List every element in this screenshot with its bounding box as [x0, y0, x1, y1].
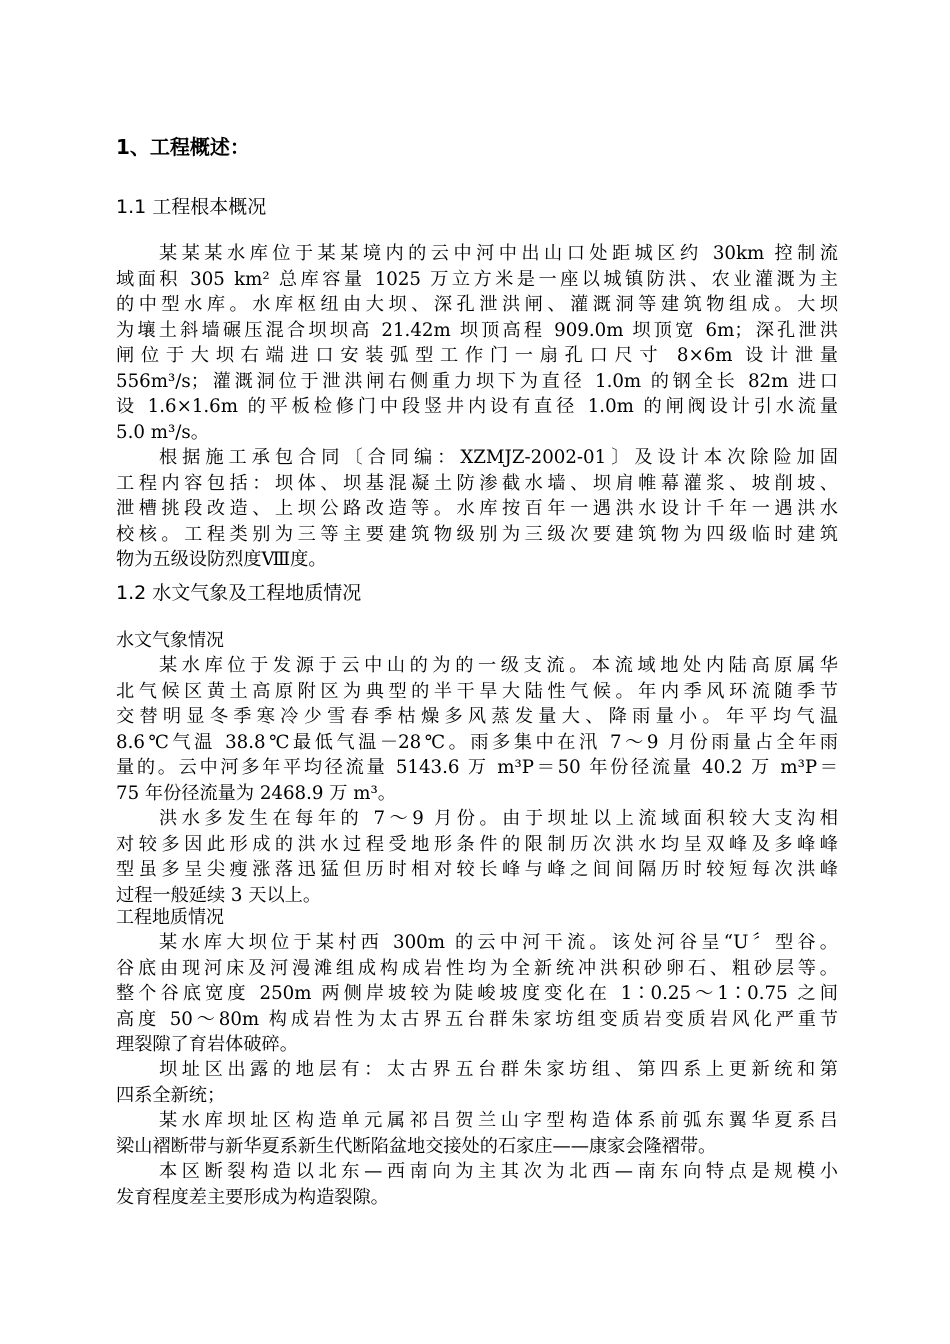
- text-line: 洪水多发生在每年的 7～9 月份。由于坝址以上流域面积较大支沟相: [159, 808, 838, 829]
- text-line: 北气候区黄土高原附区为典型的半干旱大陆性气候。年内季风环流随季节: [116, 680, 838, 702]
- text-line: 交替明显冬季寒冷少雪春季枯燥多风蒸发量大、降雨量小。年平均气温: [116, 706, 838, 727]
- subsection-heading-1-2: 1.2 水文气象及工程地质情况: [116, 582, 362, 604]
- text-line: 理裂隙了育岩体破碎。: [116, 1034, 298, 1055]
- hydrology-heading: 水文气象情况: [116, 630, 224, 651]
- paragraph-geology-valley: [116, 930, 838, 1058]
- paragraph-hydrology-climate: [116, 653, 838, 806]
- text-line: 556m³/s；灌溉洞位于泄洪闸右侧重力坝下为直径 1.0m 的钢全长 82m 进口: [116, 370, 838, 392]
- text-line: 高度 50～80m 构成岩性为太古界五台群朱家坊组变质岩变质岩风化严重节: [116, 1008, 838, 1030]
- text-line: 整个谷底宽度 250m 两侧岸坡较为陡峻坡度变化在 1∶0.25～1∶0.75 之间: [116, 983, 838, 1004]
- text-line: 设 1.6×1.6m 的平板检修门中段竖井内设有直径 1.0m 的闸阀设计引水流量: [116, 396, 838, 417]
- text-line: 坝址区出露的地层有：太古界五台群朱家坊组、第四系上更新统和第: [159, 1059, 838, 1080]
- paragraph-tectonics: [116, 1108, 838, 1159]
- text-line: 域面积 305 km² 总库容量 1025 万立方米是一座以城镇防洪、农业灌溉为主: [116, 268, 838, 290]
- paragraph-overview: [116, 241, 838, 445]
- text-line: 工程内容包括：坝体、坝基混凝土防渗截水墙、坝肩帷幕灌浆、坡削坡、: [116, 472, 838, 494]
- text-line: 根据施工承包合同〔合同编：XZMJZ-2002-01〕及设计本次除险加固: [159, 447, 838, 468]
- text-line: 型虽多呈尖瘦涨落迅猛但历时相对较长峰与峰之间间隔历时较短每次洪峰: [116, 859, 838, 880]
- paragraph-flood: [116, 806, 838, 908]
- section-heading-1: 1、工程概述：: [116, 135, 250, 159]
- text-line: 对较多因此形成的洪水过程受地形条件的限制历次洪水均呈双峰及多峰峰: [116, 833, 838, 855]
- text-line: 的中型水库。水库枢纽由大坝、深孔泄洪闸、灌溉洞等建筑物组成。大坝: [116, 294, 838, 315]
- text-line: 物为五级设防烈度Ⅷ度。: [116, 549, 327, 570]
- text-line: 某水库位于发源于云中山的为的一级支流。本流域地处内陆高原属华: [159, 655, 838, 676]
- text-line: 量的。云中河多年平均径流量 5143.6 万 m³P＝50 年份径流量 40.2 万 m³P＝: [116, 757, 838, 778]
- text-line: 某水库坝址区构造单元属祁吕贺兰山字型构造体系前弧东翼华夏系吕: [159, 1110, 838, 1131]
- text-line: 校核。工程类别为三等主要建筑物级别为三级次要建筑物为四级临时建筑: [116, 523, 838, 545]
- geology-heading: 工程地质情况: [116, 907, 224, 928]
- text-line: 发育程度差主要形成为构造裂隙。: [116, 1186, 389, 1208]
- text-line: 某某某水库位于某某境内的云中河中出山口处距城区约 30km 控制流: [159, 243, 838, 264]
- text-line: 谷底由现河床及河漫滩组成构成岩性均为全新统冲洪积砂卵石、粗砂层等。: [116, 957, 838, 979]
- text-line: 8.6℃气温 38.8℃最低气温－28℃。雨多集中在汛 7～9 月份雨量占全年雨: [116, 731, 838, 753]
- text-line: 梁山褶断带与新华夏系新生代断陷盆地交接处的石家庄——康家会隆褶带。: [116, 1135, 717, 1157]
- text-line: 某水库大坝位于某村西 300m 的云中河干流。该处河谷呈“U〞型谷。: [159, 932, 838, 953]
- text-line: 泄槽挑段改造、上坝公路改造等。水库按百年一遇洪水设计千年一遇洪水: [116, 498, 838, 519]
- text-line: 75 年份径流量为 2468.9 万 m³。: [116, 782, 396, 804]
- text-line: 闸位于大坝右端进口安装弧型工作门一扇孔口尺寸 8×6m 设计泄量: [116, 345, 838, 366]
- text-line: 5.0 m³/s。: [116, 421, 209, 443]
- paragraph-strata: [116, 1057, 838, 1108]
- text-line: 过程一般延续 3 天以上。: [116, 884, 322, 906]
- paragraph-contract-scope: [116, 445, 838, 573]
- subsection-heading-1-1: 1.1 工程根本概况: [116, 196, 267, 218]
- text-line: 四系全新统；: [116, 1084, 226, 1106]
- text-line: 为壤土斜墙碾压混合坝坝高 21.42m 坝顶高程 909.0m 坝顶宽 6m；深孔泄洪: [116, 319, 838, 341]
- text-line: 本区断裂构造以北东—西南向为主其次为北西—南东向特点是规模小: [159, 1161, 838, 1182]
- paragraph-faults: [116, 1159, 838, 1210]
